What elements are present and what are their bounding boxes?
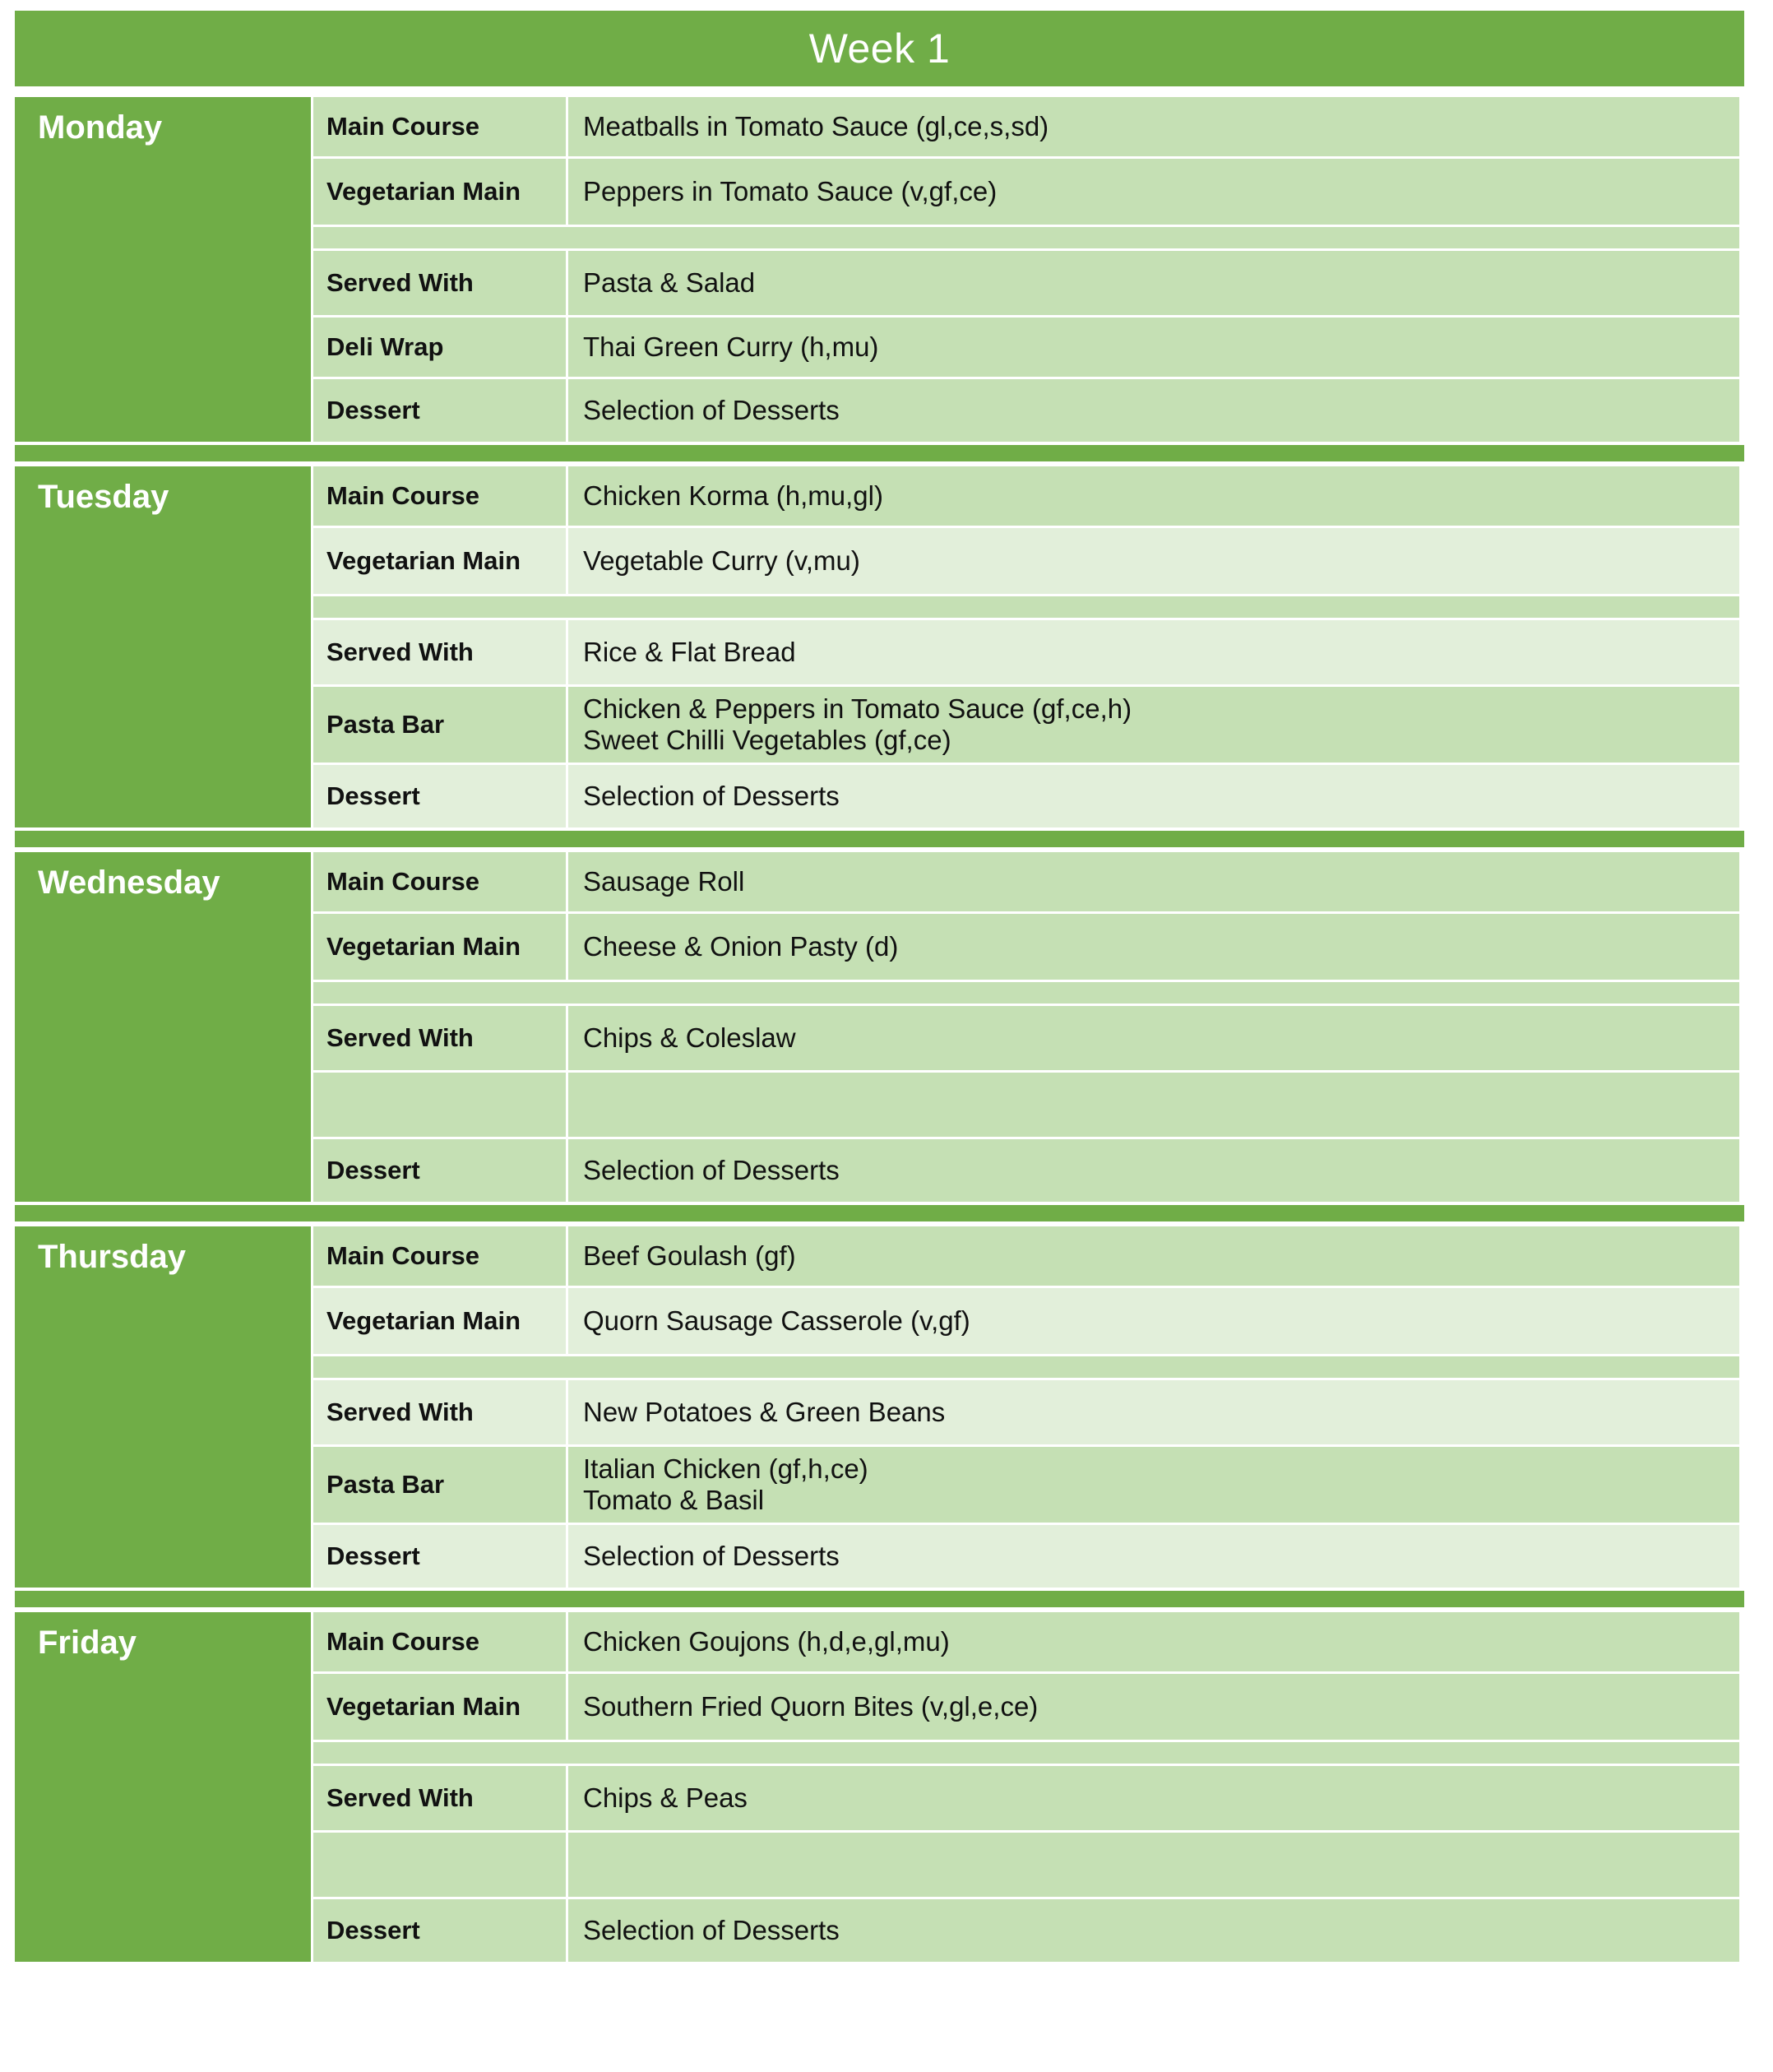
row-value-spacer: [568, 1356, 1739, 1378]
row-label-vegetarian-main: Vegetarian Main: [313, 528, 566, 594]
menu-row: [313, 97, 1739, 156]
row-value-spacer: [568, 596, 1739, 618]
row-label-spacer: [313, 1742, 568, 1764]
day-rows-wednesday: [313, 852, 1739, 1202]
row-label-empty: [313, 1073, 566, 1137]
menu-row: [313, 528, 1739, 594]
day-name-monday: Monday: [15, 97, 311, 442]
row-label-spacer: [313, 982, 568, 1004]
menu-row: [313, 852, 1739, 911]
row-label-main-course: Main Course: [313, 466, 566, 526]
menu-row: [313, 687, 1739, 763]
menu-row-empty: [313, 1073, 1739, 1137]
dish-text: Meatballs in Tomato Sauce (gl,ce,s,sd): [583, 110, 1049, 141]
row-label-pasta-bar: Pasta Bar: [313, 1447, 566, 1523]
row-value-pasta-bar: [568, 687, 1739, 763]
dish-text-secondary: Sweet Chilli Vegetables (gf,ce): [583, 725, 951, 755]
row-label-spacer: [313, 1356, 568, 1378]
row-label-dessert: Dessert: [313, 1899, 566, 1962]
row-label-spacer: [313, 596, 568, 618]
dish-text: Selection of Desserts: [583, 394, 840, 425]
menu-row: [313, 1288, 1739, 1354]
dish-text: Chicken Goujons (h,d,e,gl,mu): [583, 1625, 950, 1657]
menu-row: [313, 1226, 1739, 1286]
row-value-main-course: [568, 1612, 1739, 1671]
dish-text: Quorn Sausage Casserole (v,gf): [583, 1305, 970, 1336]
menu-row-empty: [313, 1833, 1739, 1897]
row-value-dessert: [568, 1525, 1739, 1588]
row-value-spacer: [568, 1742, 1739, 1764]
row-value-vegetarian-main: [568, 1288, 1739, 1354]
row-label-dessert: Dessert: [313, 379, 566, 442]
dish-text: Italian Chicken (gf,h,ce): [583, 1453, 868, 1484]
menu-row: [313, 914, 1739, 980]
menu-row-spacer: [313, 596, 1739, 618]
day-block-monday: [15, 97, 1739, 442]
menu-row: [313, 1766, 1739, 1830]
row-label-dessert: Dessert: [313, 765, 566, 827]
row-value-vegetarian-main: [568, 1674, 1739, 1740]
day-block-wednesday: [15, 852, 1739, 1202]
row-value-served-with: [568, 620, 1739, 684]
dish-text: Pasta & Salad: [583, 267, 756, 298]
row-label-dessert: Dessert: [313, 1139, 566, 1202]
day-separator: [15, 1205, 1744, 1221]
row-value-served-with: [568, 1766, 1739, 1830]
row-value-empty: [568, 1073, 1739, 1137]
row-label-main-course: Main Course: [313, 97, 566, 156]
menu-row: [313, 1674, 1739, 1740]
menu-row: [313, 318, 1739, 377]
row-label-vegetarian-main: Vegetarian Main: [313, 1674, 566, 1740]
row-value-served-with: [568, 251, 1739, 315]
row-value-dessert: [568, 765, 1739, 827]
dish-text: Thai Green Curry (h,mu): [583, 331, 879, 362]
menu-row-spacer: [313, 227, 1739, 248]
day-blocks-container: [15, 97, 1744, 1962]
dish-text: Chicken Korma (h,mu,gl): [583, 480, 883, 511]
menu-row: [313, 379, 1739, 442]
week-title: Week 1: [808, 25, 951, 72]
dish-text: Chips & Peas: [583, 1782, 748, 1813]
dish-text: Southern Fried Quorn Bites (v,gl,e,ce): [583, 1690, 1039, 1722]
dish-text: Chips & Coleslaw: [583, 1022, 796, 1053]
row-label-vegetarian-main: Vegetarian Main: [313, 159, 566, 225]
menu-row: [313, 159, 1739, 225]
day-name-wednesday: Wednesday: [15, 852, 311, 1202]
row-label-spacer: [313, 227, 568, 248]
row-label-served-with: Served With: [313, 1380, 566, 1444]
row-value-pasta-bar: [568, 1447, 1739, 1523]
dish-text: Peppers in Tomato Sauce (v,gf,ce): [583, 175, 998, 206]
row-value-main-course: [568, 466, 1739, 526]
menu-row: [313, 620, 1739, 684]
row-value-dessert: [568, 1139, 1739, 1202]
row-label-served-with: Served With: [313, 620, 566, 684]
row-label-empty: [313, 1833, 566, 1897]
menu-row-spacer: [313, 1356, 1739, 1378]
menu-row: [313, 251, 1739, 315]
menu-row: [313, 1612, 1739, 1671]
menu-row-spacer: [313, 982, 1739, 1004]
menu-row: [313, 1447, 1739, 1523]
menu-row: [313, 1139, 1739, 1202]
row-label-main-course: Main Course: [313, 1612, 566, 1671]
row-label-served-with: Served With: [313, 1766, 566, 1830]
row-label-pasta-bar: Pasta Bar: [313, 687, 566, 763]
menu-row: [313, 1006, 1739, 1070]
dish-text: Selection of Desserts: [583, 1914, 840, 1945]
day-rows-friday: [313, 1612, 1739, 1962]
row-value-vegetarian-main: [568, 914, 1739, 980]
menu-row: [313, 1899, 1739, 1962]
row-label-served-with: Served With: [313, 251, 566, 315]
dish-text: Cheese & Onion Pasty (d): [583, 930, 899, 962]
menu-row-spacer: [313, 1742, 1739, 1764]
dish-text: Sausage Roll: [583, 865, 745, 897]
dish-text: Chicken & Peppers in Tomato Sauce (gf,ce,h): [583, 693, 1132, 724]
row-value-spacer: [568, 227, 1739, 248]
day-separator: [15, 445, 1744, 461]
row-value-extra: [568, 318, 1739, 377]
row-label-vegetarian-main: Vegetarian Main: [313, 914, 566, 980]
day-rows-thursday: [313, 1226, 1739, 1588]
row-value-main-course: [568, 852, 1739, 911]
row-label-main-course: Main Course: [313, 1226, 566, 1286]
day-rows-monday: [313, 97, 1739, 442]
row-label-served-with: Served With: [313, 1006, 566, 1070]
row-value-served-with: [568, 1380, 1739, 1444]
dish-text-secondary: Tomato & Basil: [583, 1485, 765, 1515]
dish-text: Beef Goulash (gf): [583, 1240, 796, 1271]
row-value-dessert: [568, 1899, 1739, 1962]
row-label-vegetarian-main: Vegetarian Main: [313, 1288, 566, 1354]
row-value-main-course: [568, 1226, 1739, 1286]
day-name-friday: Friday: [15, 1612, 311, 1962]
menu-row: [313, 466, 1739, 526]
menu-row: [313, 1380, 1739, 1444]
day-separator: [15, 831, 1744, 847]
day-name-tuesday: Tuesday: [15, 466, 311, 827]
day-name-thursday: Thursday: [15, 1226, 311, 1588]
row-label-main-course: Main Course: [313, 852, 566, 911]
dish-text: Vegetable Curry (v,mu): [583, 545, 860, 576]
row-label-extra: Deli Wrap: [313, 318, 566, 377]
day-rows-tuesday: [313, 466, 1739, 827]
row-value-empty: [568, 1833, 1739, 1897]
dish-text: Selection of Desserts: [583, 780, 840, 811]
dish-text: New Potatoes & Green Beans: [583, 1396, 946, 1427]
dish-text: Selection of Desserts: [583, 1154, 840, 1185]
dish-text: Selection of Desserts: [583, 1540, 840, 1571]
row-value-dessert: [568, 379, 1739, 442]
menu-row: [313, 765, 1739, 827]
row-value-spacer: [568, 982, 1739, 1004]
row-label-dessert: Dessert: [313, 1525, 566, 1588]
row-value-served-with: [568, 1006, 1739, 1070]
week-header-band: [15, 11, 1744, 86]
day-block-friday: [15, 1612, 1739, 1962]
menu-row: [313, 1525, 1739, 1588]
row-value-vegetarian-main: [568, 159, 1739, 225]
day-block-thursday: [15, 1226, 1739, 1588]
dish-text: Rice & Flat Bread: [583, 636, 796, 667]
day-separator: [15, 1591, 1744, 1607]
day-block-tuesday: [15, 466, 1739, 827]
row-value-main-course: [568, 97, 1739, 156]
row-value-vegetarian-main: [568, 528, 1739, 594]
